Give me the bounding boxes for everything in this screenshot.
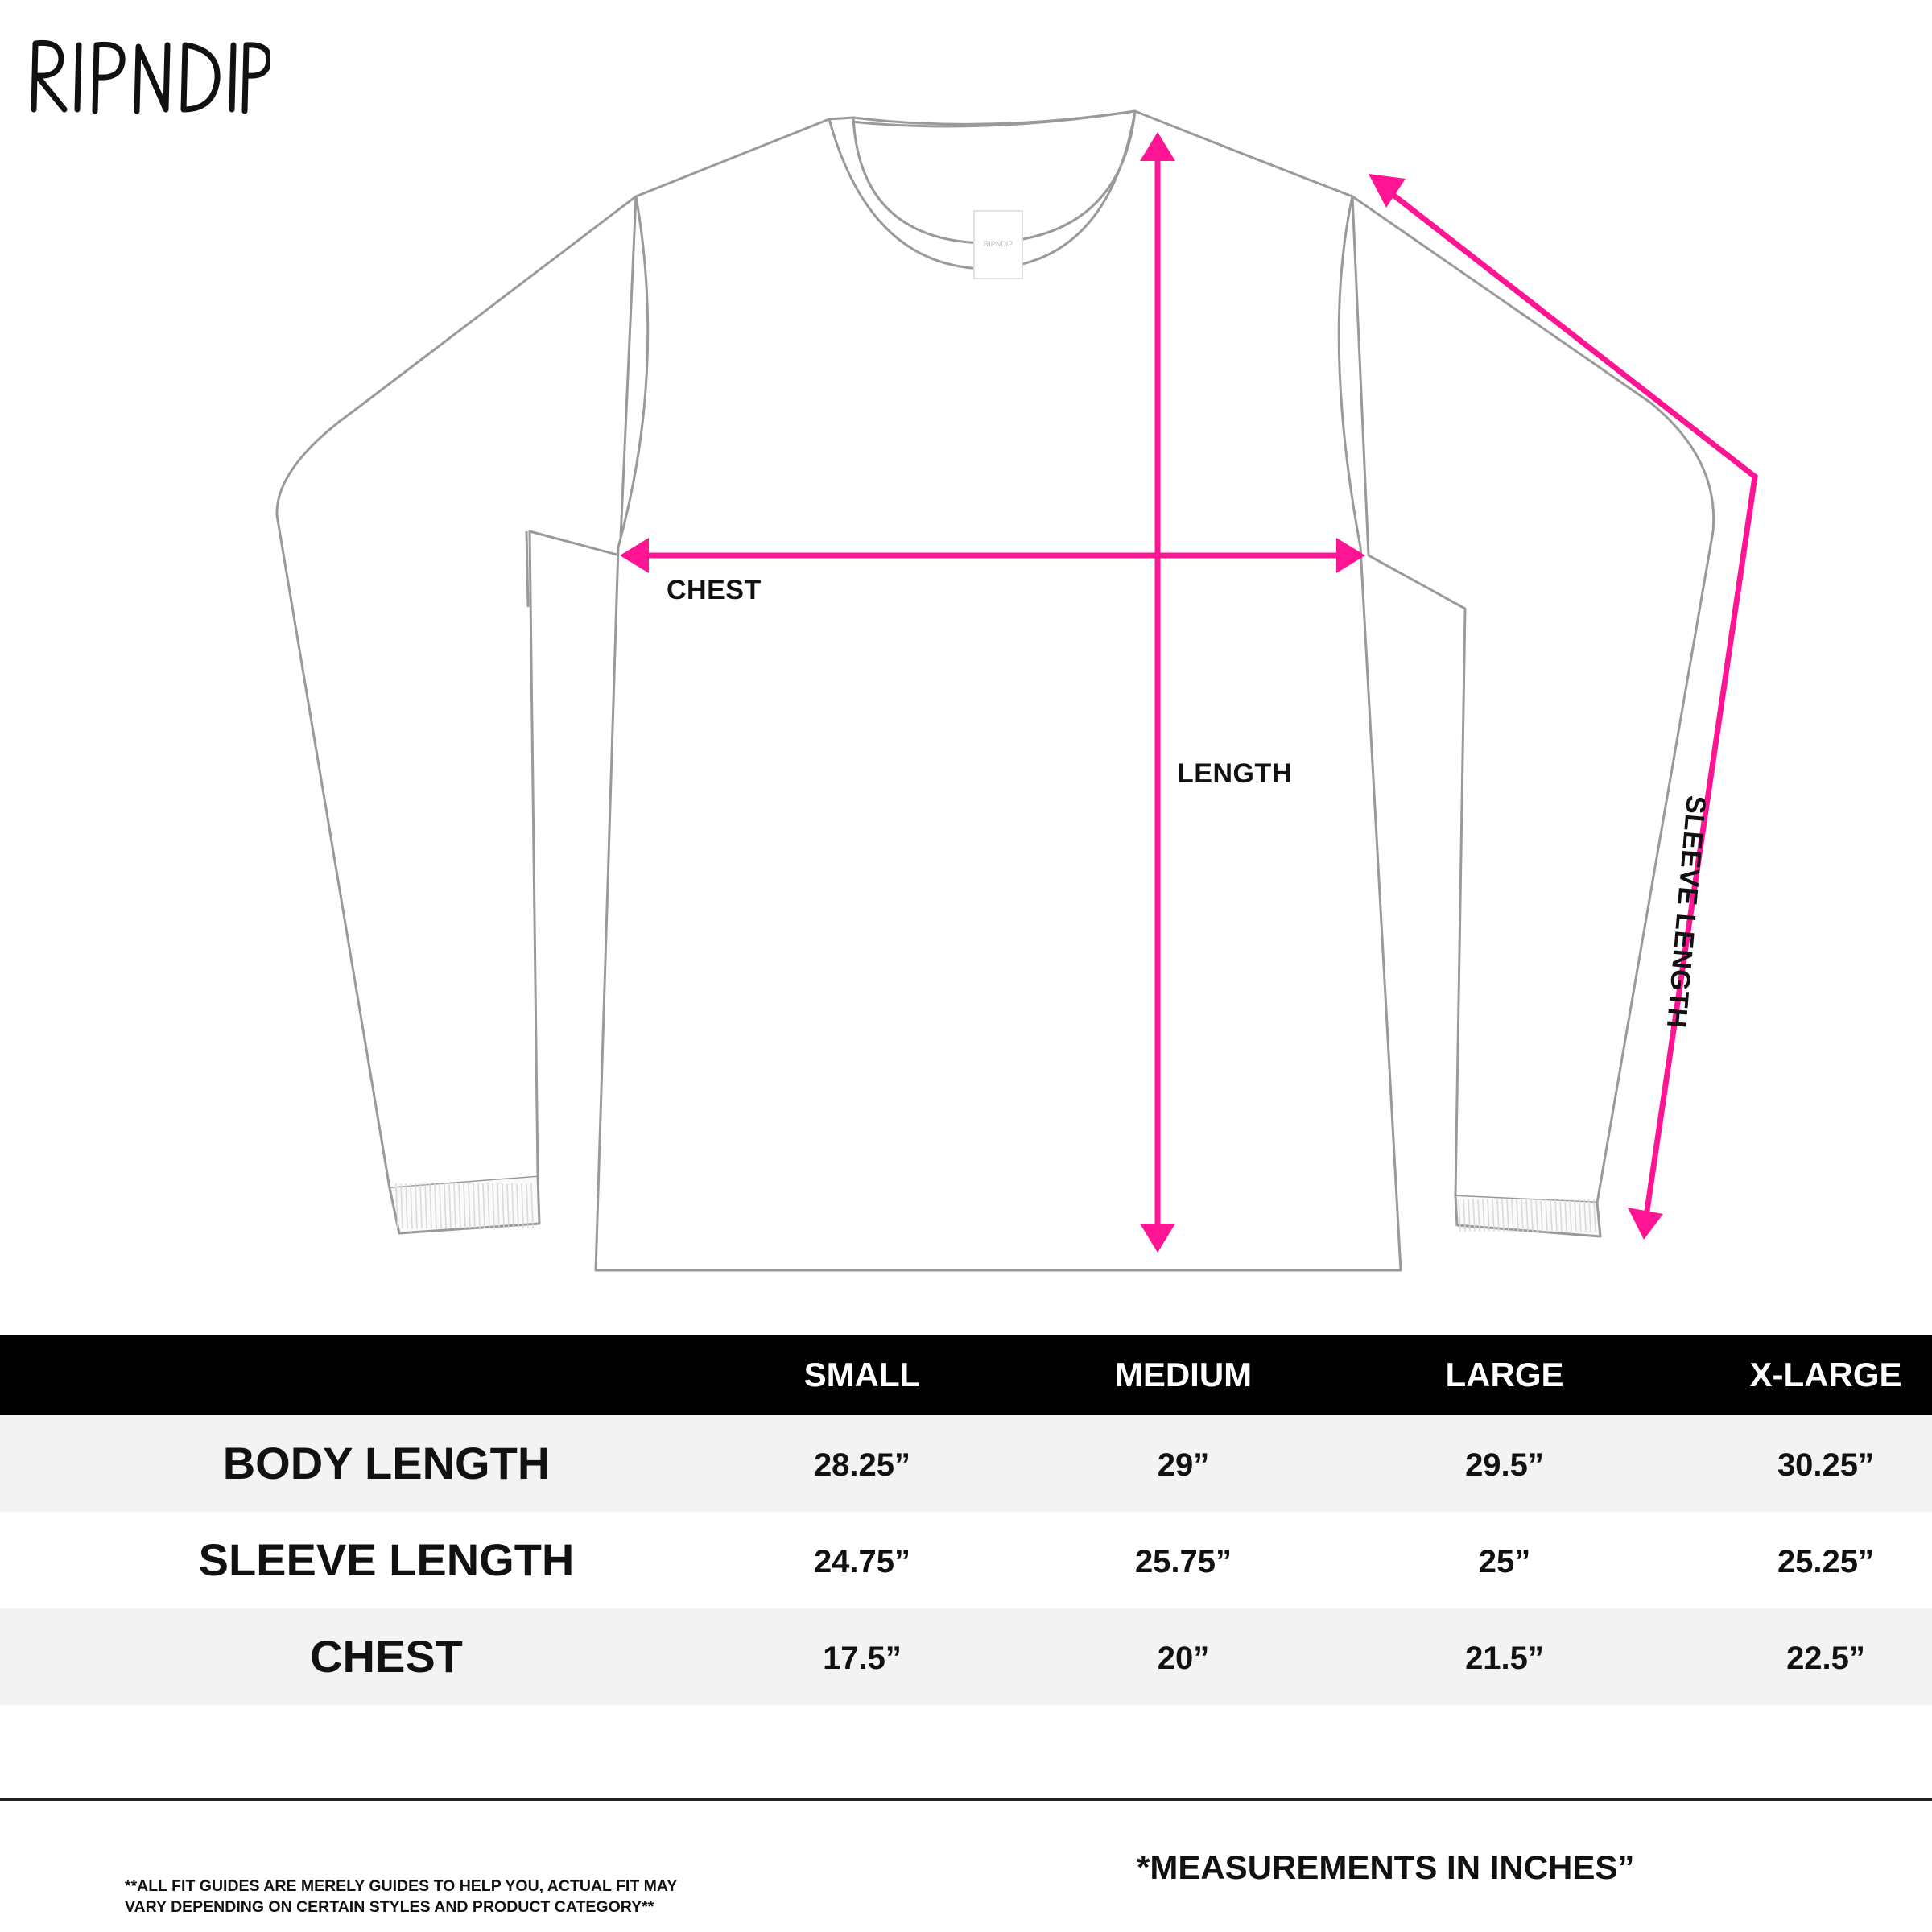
- column-header-medium: MEDIUM: [1114, 1356, 1253, 1393]
- table-cell: 25”: [1478, 1544, 1531, 1579]
- disclaimer-line: VARY DEPENDING ON CERTAIN STYLES AND PRODUCT CATEGORY**: [125, 1898, 654, 1916]
- neck-label-text: RIPNDIP: [983, 240, 1013, 248]
- table-cell: 24.75”: [813, 1544, 911, 1579]
- shirt-body: [596, 111, 1401, 1270]
- table-cell: 25.25”: [1777, 1544, 1875, 1579]
- table-cell: 30.25”: [1777, 1447, 1875, 1483]
- right-sleeve: [1352, 196, 1714, 1203]
- row-label: SLEEVE LENGTH: [198, 1534, 575, 1585]
- disclaimer-line: **ALL FIT GUIDES ARE MERELY GUIDES TO HELP YOU, ACTUAL FIT MAY: [125, 1877, 678, 1895]
- table-cell: 21.5”: [1465, 1641, 1544, 1676]
- length-label: LENGTH: [1177, 758, 1292, 789]
- column-header-large: LARGE: [1445, 1356, 1564, 1393]
- left-sleeve: [277, 196, 636, 1188]
- table-cell: 29”: [1157, 1447, 1210, 1483]
- table-cell: 25.75”: [1134, 1544, 1232, 1579]
- table-row-chest: [0, 1608, 1932, 1705]
- fit-disclaimer: [125, 1876, 785, 1918]
- table-cell: 20”: [1157, 1641, 1210, 1676]
- sleeve-length-label: SLEEVE LENGTH: [1660, 794, 1711, 1030]
- sleeve-arrowhead-bottom: [1628, 1208, 1663, 1240]
- table-row-sleeve-length: [0, 1512, 1932, 1608]
- table-cell: 17.5”: [823, 1641, 902, 1676]
- size-table-header: [0, 1335, 1932, 1415]
- units-note: *MEASUREMENTS IN INCHES”: [1137, 1848, 1635, 1886]
- chest-label: CHEST: [667, 575, 762, 605]
- column-header-x-large: X-LARGE: [1749, 1356, 1902, 1393]
- table-row-body-length: [0, 1415, 1932, 1512]
- table-cell: 28.25”: [813, 1447, 911, 1483]
- size-table: [0, 1335, 1932, 1705]
- column-header-small: SMALL: [803, 1356, 921, 1393]
- row-label: BODY LENGTH: [222, 1438, 551, 1488]
- table-cell: 29.5”: [1465, 1447, 1544, 1483]
- table-cell: 22.5”: [1786, 1641, 1865, 1676]
- row-label: CHEST: [310, 1631, 463, 1682]
- footer-divider: [0, 1798, 1932, 1801]
